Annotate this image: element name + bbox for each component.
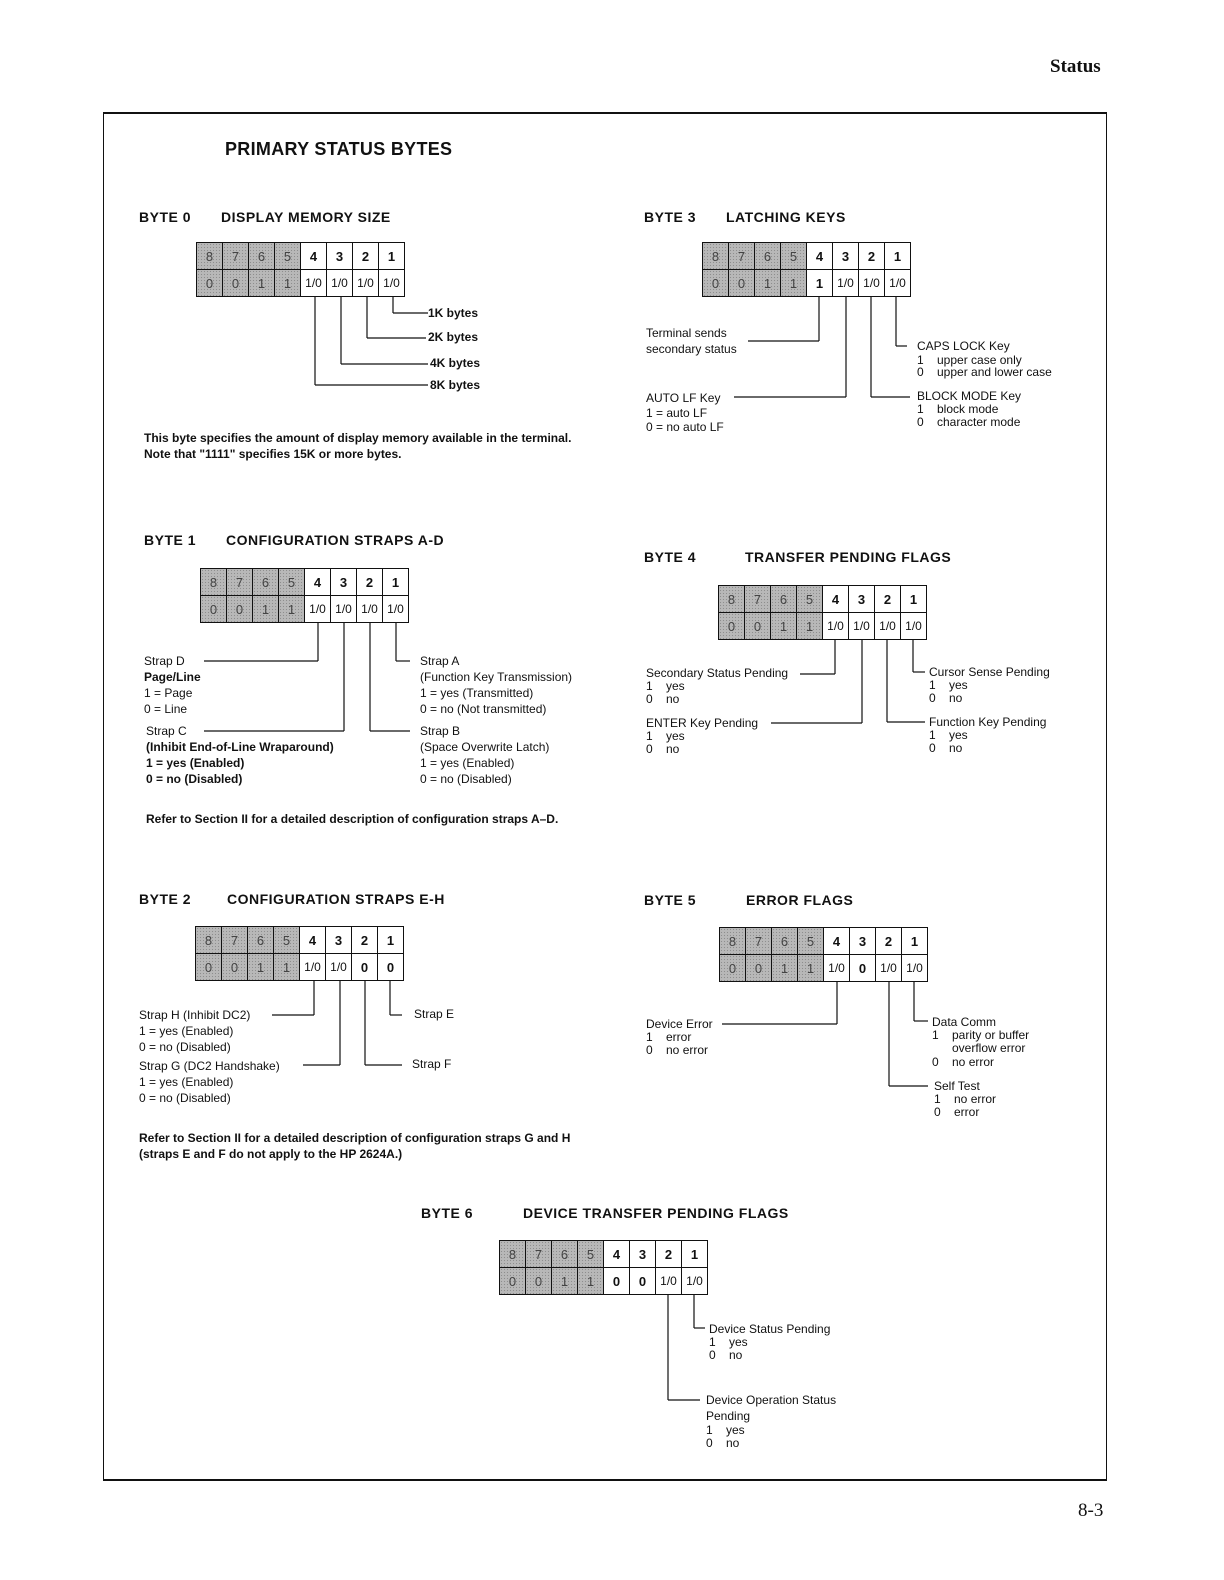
byte6-row2-bit7: 0 xyxy=(526,1268,552,1295)
byte0-row2-bit2: 1/0 xyxy=(353,270,379,297)
byte3-row2-bit7: 0 xyxy=(729,270,755,297)
byte2-strap-h-0: 0 = no (Disabled) xyxy=(139,1040,231,1054)
byte5-row2-bit5: 1 xyxy=(798,955,824,982)
byte3-row1-bit2: 2 xyxy=(859,243,885,270)
byte5-row2-bit2: 1/0 xyxy=(876,955,902,982)
byte0-title: DISPLAY MEMORY SIZE xyxy=(221,209,391,225)
byte1-row2-bit2: 1/0 xyxy=(357,596,383,623)
byte5-label: BYTE 5 xyxy=(644,892,697,908)
byte5-row1-bit8: 8 xyxy=(720,928,746,955)
byte6-row2-bit3: 0 xyxy=(630,1268,656,1295)
byte4-row1-bit1: 1 xyxy=(901,586,927,613)
byte3-row2-bit8: 0 xyxy=(703,270,729,297)
byte3-row2-bit1: 1/0 xyxy=(885,270,911,297)
byte2-strap-f: Strap F xyxy=(412,1057,452,1071)
byte0-note-line2: Note that "1111" specifies 15K or more bytes. xyxy=(144,447,402,461)
byte2-row2-bit8: 0 xyxy=(196,954,222,981)
byte6-row2-bit2: 1/0 xyxy=(656,1268,682,1295)
byte0-2k: 2K bytes xyxy=(428,330,479,344)
byte0-4k: 4K bytes xyxy=(430,356,481,370)
byte5-row1-bit5: 5 xyxy=(798,928,824,955)
byte6-row2-bit8: 0 xyxy=(500,1268,526,1295)
byte5-datacomm: Data Comm xyxy=(932,1015,997,1029)
byte0-row1-bit4: 4 xyxy=(301,243,327,270)
byte1-title: CONFIGURATION STRAPS A-D xyxy=(226,532,445,548)
byte1-strap-a-1: 1 = yes (Transmitted) xyxy=(420,686,534,700)
byte5-row2-bit3: 0 xyxy=(850,955,876,982)
byte6-dev-op-2: Pending xyxy=(706,1409,751,1423)
byte3-row2-bit4: 1 xyxy=(807,270,833,297)
byte3-row1-bit1: 1 xyxy=(885,243,911,270)
byte1-strap-d-1: 1 = Page xyxy=(144,686,193,700)
byte4-row2-bit1: 1/0 xyxy=(901,613,927,640)
byte4-row1-bit2: 2 xyxy=(875,586,901,613)
byte4-row1-bit7: 7 xyxy=(745,586,771,613)
byte1-strap-d: Strap D xyxy=(144,654,185,668)
byte5-row1-bit4: 4 xyxy=(824,928,850,955)
byte4-row2-bit5: 1 xyxy=(797,613,823,640)
byte1-row1-bit4: 4 xyxy=(305,569,331,596)
byte2-strap-h: Strap H (Inhibit DC2) xyxy=(139,1008,251,1022)
byte5-device-1: 1 error xyxy=(646,1030,692,1044)
page-header: Status xyxy=(1050,56,1101,77)
byte1-strap-c-desc: (Inhibit End-of-Line Wraparound) xyxy=(146,740,334,754)
byte1-row1-bit2: 2 xyxy=(357,569,383,596)
byte4-function: Function Key Pending xyxy=(929,715,1047,729)
byte5-title: ERROR FLAGS xyxy=(746,892,854,908)
byte1-row2-bit6: 1 xyxy=(253,596,279,623)
byte6-row2-bit5: 1 xyxy=(578,1268,604,1295)
byte3-caps-0: 0 upper and lower case xyxy=(917,365,1052,379)
byte6-dev-status-1: 1 yes xyxy=(709,1335,748,1349)
byte2-strap-h-1: 1 = yes (Enabled) xyxy=(139,1024,234,1038)
byte4-cursor: Cursor Sense Pending xyxy=(929,665,1050,679)
byte2-strap-g: Strap G (DC2 Handshake) xyxy=(139,1059,280,1073)
byte1-row2-bit1: 1/0 xyxy=(383,596,409,623)
byte5-device: Device Error xyxy=(646,1017,713,1031)
byte5-row2-bit6: 1 xyxy=(772,955,798,982)
byte0-row1-bit2: 2 xyxy=(353,243,379,270)
byte6-dev-op-0: 0 no xyxy=(706,1436,740,1450)
byte1-strap-c-0: 0 = no (Disabled) xyxy=(146,772,243,786)
byte1-strap-d-0: 0 = Line xyxy=(144,702,188,716)
byte3-caps: CAPS LOCK Key xyxy=(917,339,1010,353)
byte1-row2-bit5: 1 xyxy=(279,596,305,623)
byte4-enter: ENTER Key Pending xyxy=(646,716,759,730)
byte4-function-0: 0 no xyxy=(929,741,963,755)
byte2-row2-bit2: 0 xyxy=(352,954,378,981)
byte4-row2-bit6: 1 xyxy=(771,613,797,640)
byte3-row1-bit8: 8 xyxy=(703,243,729,270)
byte4-row2-bit8: 0 xyxy=(719,613,745,640)
byte1-strap-c-1: 1 = yes (Enabled) xyxy=(146,756,245,770)
byte6-row1-bit2: 2 xyxy=(656,1241,682,1268)
byte0-row2-bit4: 1/0 xyxy=(301,270,327,297)
byte6-dev-op: Device Operation Status xyxy=(706,1393,837,1407)
byte5-selftest: Self Test xyxy=(934,1079,980,1093)
byte3-row1-bit7: 7 xyxy=(729,243,755,270)
byte1-row1-bit6: 6 xyxy=(253,569,279,596)
byte1-row1-bit8: 8 xyxy=(201,569,227,596)
byte6-row2-bit6: 1 xyxy=(552,1268,578,1295)
byte6-row1-bit4: 4 xyxy=(604,1241,630,1268)
byte4-row1-bit5: 5 xyxy=(797,586,823,613)
byte1-strap-b-1: 1 = yes (Enabled) xyxy=(420,756,515,770)
byte6-title: DEVICE TRANSFER PENDING FLAGS xyxy=(523,1205,789,1221)
byte4-cursor-0: 0 no xyxy=(929,691,963,705)
byte3-row1-bit6: 6 xyxy=(755,243,781,270)
byte1-row2-bit3: 1/0 xyxy=(331,596,357,623)
page-number: 8-3 xyxy=(1078,1500,1104,1521)
byte5-row1-bit6: 6 xyxy=(772,928,798,955)
byte1-strap-a-0: 0 = no (Not transmitted) xyxy=(420,702,547,716)
byte0-row2-bit8: 0 xyxy=(197,270,223,297)
page-title: PRIMARY STATUS BYTES xyxy=(225,139,453,159)
byte0-row1-bit7: 7 xyxy=(223,243,249,270)
byte6-row1-bit8: 8 xyxy=(500,1241,526,1268)
byte1-row1-bit3: 3 xyxy=(331,569,357,596)
byte4-row2-bit4: 1/0 xyxy=(823,613,849,640)
byte1-strap-c: Strap C xyxy=(146,724,187,738)
byte3-row2-bit5: 1 xyxy=(781,270,807,297)
byte1-row2-bit7: 0 xyxy=(227,596,253,623)
byte4-row1-bit4: 4 xyxy=(823,586,849,613)
byte3-auto-lf: AUTO LF Key xyxy=(646,391,721,405)
byte3-caps-1: 1 upper case only xyxy=(917,353,1022,367)
byte1-row1-bit7: 7 xyxy=(227,569,253,596)
byte2-row2-bit6: 1 xyxy=(248,954,274,981)
byte4-row2-bit7: 0 xyxy=(745,613,771,640)
byte2-label: BYTE 2 xyxy=(139,891,192,907)
byte1-row1-bit1: 1 xyxy=(383,569,409,596)
byte2-row2-bit3: 1/0 xyxy=(326,954,352,981)
byte0-row2-bit5: 1 xyxy=(275,270,301,297)
byte0-row1-bit5: 5 xyxy=(275,243,301,270)
byte3-block-1: 1 block mode xyxy=(917,402,999,416)
byte6-row1-bit5: 5 xyxy=(578,1241,604,1268)
byte4-label: BYTE 4 xyxy=(644,549,697,565)
byte6-label: BYTE 6 xyxy=(421,1205,474,1221)
byte3-block: BLOCK MODE Key xyxy=(917,389,1022,403)
byte4-enter-1: 1 yes xyxy=(646,729,685,743)
byte4-cursor-1: 1 yes xyxy=(929,678,968,692)
byte5-row1-bit2: 2 xyxy=(876,928,902,955)
byte0-8k: 8K bytes xyxy=(430,378,481,392)
byte0-row1-bit6: 6 xyxy=(249,243,275,270)
byte1-strap-a: Strap A xyxy=(420,654,460,668)
byte0-label: BYTE 0 xyxy=(139,209,192,225)
byte1-strap-d-desc: Page/Line xyxy=(144,670,201,684)
byte5-datacomm-1: 1 parity or buffer xyxy=(932,1028,1030,1042)
byte2-row2-bit1: 0 xyxy=(378,954,404,981)
byte4-row1-bit8: 8 xyxy=(719,586,745,613)
byte5-selftest-0: 0 error xyxy=(934,1105,980,1119)
byte2-row1-bit6: 6 xyxy=(248,927,274,954)
byte3-auto-lf-0: 0 = no auto LF xyxy=(646,420,724,434)
byte5-row2-bit7: 0 xyxy=(746,955,772,982)
byte2-note-line1: Refer to Section II for a detailed description of configuration straps G and H xyxy=(139,1131,571,1145)
byte3-row2-bit2: 1/0 xyxy=(859,270,885,297)
byte3-row1-bit4: 4 xyxy=(807,243,833,270)
byte0-note-line1: This byte specifies the amount of display memory available in the terminal. xyxy=(144,431,572,445)
byte2-row1-bit5: 5 xyxy=(274,927,300,954)
byte4-row2-bit2: 1/0 xyxy=(875,613,901,640)
byte2-title: CONFIGURATION STRAPS E-H xyxy=(227,891,445,907)
byte3-terminal: Terminal sends xyxy=(646,326,727,340)
byte6-dev-op-1: 1 yes xyxy=(706,1423,745,1437)
byte1-label: BYTE 1 xyxy=(144,532,197,548)
byte3-label: BYTE 3 xyxy=(644,209,697,225)
byte1-strap-b-desc: (Space Overwrite Latch) xyxy=(420,740,550,754)
byte1-strap-b-0: 0 = no (Disabled) xyxy=(420,772,512,786)
byte6-row2-bit1: 1/0 xyxy=(682,1268,708,1295)
byte1-strap-b: Strap B xyxy=(420,724,461,738)
byte5-row2-bit4: 1/0 xyxy=(824,955,850,982)
byte1-row1-bit5: 5 xyxy=(279,569,305,596)
byte3-title: LATCHING KEYS xyxy=(726,209,846,225)
byte4-enter-0: 0 no xyxy=(646,742,680,756)
byte2-row2-bit5: 1 xyxy=(274,954,300,981)
byte4-secondary-1: 1 yes xyxy=(646,679,685,693)
byte2-row1-bit8: 8 xyxy=(196,927,222,954)
byte3-row2-bit6: 1 xyxy=(755,270,781,297)
byte0-row1-bit8: 8 xyxy=(197,243,223,270)
byte1-row2-bit8: 0 xyxy=(201,596,227,623)
byte3-auto-lf-1: 1 = auto LF xyxy=(646,406,708,420)
byte0-row1-bit1: 1 xyxy=(379,243,405,270)
byte2-strap-e: Strap E xyxy=(414,1007,455,1021)
byte4-row1-bit6: 6 xyxy=(771,586,797,613)
byte4-row1-bit3: 3 xyxy=(849,586,875,613)
byte2-strap-g-0: 0 = no (Disabled) xyxy=(139,1091,231,1105)
byte3-block-0: 0 character mode xyxy=(917,415,1021,429)
byte2-row2-bit7: 0 xyxy=(222,954,248,981)
byte2-row1-bit1: 1 xyxy=(378,927,404,954)
byte4-function-1: 1 yes xyxy=(929,728,968,742)
byte3-row1-bit5: 5 xyxy=(781,243,807,270)
byte2-row1-bit4: 4 xyxy=(300,927,326,954)
byte2-row2-bit4: 1/0 xyxy=(300,954,326,981)
byte4-secondary-0: 0 no xyxy=(646,692,680,706)
byte6-row1-bit3: 3 xyxy=(630,1241,656,1268)
byte3-terminal-2: secondary status xyxy=(646,342,737,356)
byte1-row2-bit4: 1/0 xyxy=(305,596,331,623)
byte6-dev-status: Device Status Pending xyxy=(709,1322,831,1336)
byte4-secondary: Secondary Status Pending xyxy=(646,666,789,680)
byte5-row2-bit8: 0 xyxy=(720,955,746,982)
byte0-row2-bit7: 0 xyxy=(223,270,249,297)
byte5-row2-bit1: 1/0 xyxy=(902,955,928,982)
byte2-note-line2: (straps E and F do not apply to the HP 2624A.) xyxy=(139,1147,403,1161)
byte5-row1-bit3: 3 xyxy=(850,928,876,955)
byte0-row2-bit3: 1/0 xyxy=(327,270,353,297)
byte6-dev-status-0: 0 no xyxy=(709,1348,743,1362)
byte5-row1-bit1: 1 xyxy=(902,928,928,955)
byte4-title: TRANSFER PENDING FLAGS xyxy=(745,549,952,565)
byte5-row1-bit7: 7 xyxy=(746,928,772,955)
byte2-row1-bit3: 3 xyxy=(326,927,352,954)
byte2-row1-bit7: 7 xyxy=(222,927,248,954)
byte6-row1-bit1: 1 xyxy=(682,1241,708,1268)
byte5-datacomm-0: 0 no error xyxy=(932,1055,995,1069)
byte0-1k: 1K bytes xyxy=(428,306,479,320)
byte0-row2-bit6: 1 xyxy=(249,270,275,297)
byte1-note: Refer to Section II for a detailed description of configuration straps A–D. xyxy=(146,812,559,826)
byte5-device-0: 0 no error xyxy=(646,1043,709,1057)
byte0-row2-bit1: 1/0 xyxy=(379,270,405,297)
byte3-row1-bit3: 3 xyxy=(833,243,859,270)
byte5-selftest-1: 1 no error xyxy=(934,1092,997,1106)
byte5-datacomm-1b: overflow error xyxy=(932,1041,1026,1055)
byte2-row1-bit2: 2 xyxy=(352,927,378,954)
byte0-row1-bit3: 3 xyxy=(327,243,353,270)
byte6-row2-bit4: 0 xyxy=(604,1268,630,1295)
byte2-strap-g-1: 1 = yes (Enabled) xyxy=(139,1075,234,1089)
byte6-row1-bit6: 6 xyxy=(552,1241,578,1268)
byte6-row1-bit7: 7 xyxy=(526,1241,552,1268)
byte3-row2-bit3: 1/0 xyxy=(833,270,859,297)
byte1-strap-a-desc: (Function Key Transmission) xyxy=(420,670,573,684)
byte4-row2-bit3: 1/0 xyxy=(849,613,875,640)
